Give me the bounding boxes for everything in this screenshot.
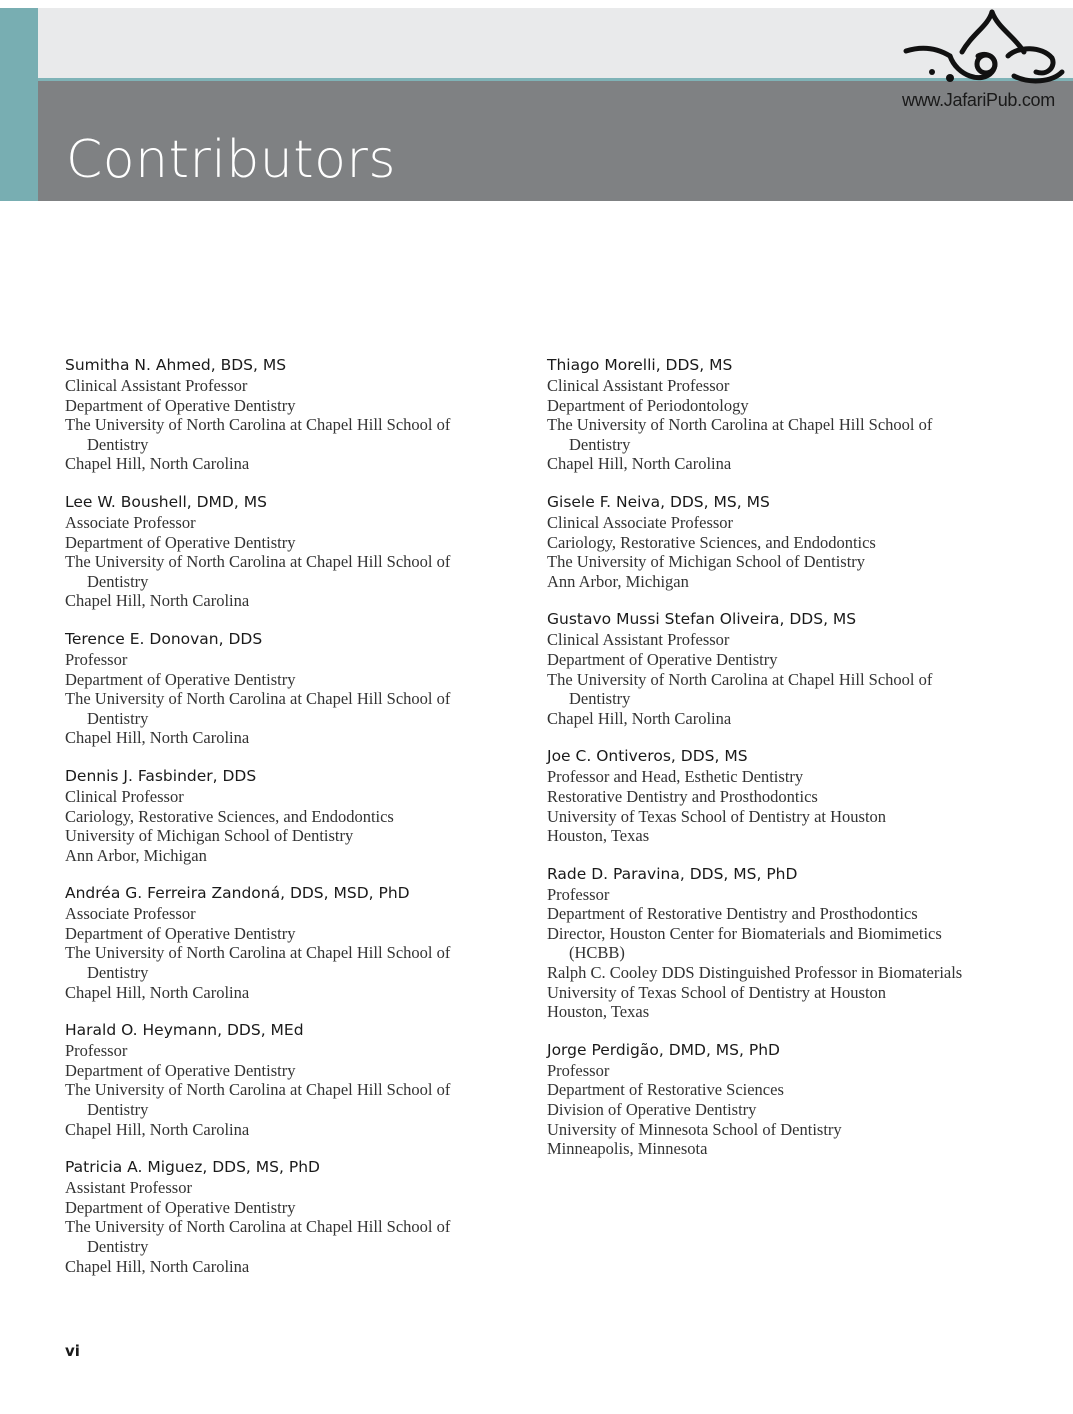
contributor-entry <box>65 766 515 865</box>
contributor-affiliation-line: Ann Arbor, Michigan <box>65 845 207 865</box>
contributor-affiliation-line: Clinical Professor <box>65 786 184 806</box>
contributor-affiliation-line: Chapel Hill, North Carolina <box>65 1119 250 1139</box>
contributor-affiliation-line: Department of Operative Dentistry <box>65 395 296 415</box>
contributor-affiliation-line: Ann Arbor, Michigan <box>547 571 689 591</box>
contributor-entry <box>547 746 997 845</box>
contributor-affiliation-line: Department of Periodontology <box>547 395 749 415</box>
contributor-affiliation-line: Department of Operative Dentistry <box>547 649 778 669</box>
contributor-affiliation-line: The University of North Carolina at Chapel Hill School of Dentistry <box>65 689 451 728</box>
contributor-entry <box>65 492 515 611</box>
contributor-affiliation-line: The University of North Carolina at Chapel Hill School of Dentistry <box>65 1080 451 1120</box>
contributor-affiliation-line: Department of Operative Dentistry <box>65 1197 296 1217</box>
contributor-affiliation-line: Chapel Hill, North Carolina <box>65 454 250 474</box>
contributor-affiliation-line: Associate Professor <box>65 512 196 532</box>
contributor-affiliation-line: Cariology, Restorative Sciences, and Endodontics <box>547 532 876 552</box>
publisher-logo[interactable] <box>896 6 1073 112</box>
contributor-name: Sumitha N. Ahmed, BDS, MS <box>65 356 287 374</box>
contributor-affiliation-line: The University of North Carolina at Chapel Hill School of Dentistry <box>65 552 451 591</box>
contributor-name: Harald O. Heymann, DDS, MEd <box>65 1021 304 1040</box>
contributor-entry <box>65 355 515 474</box>
contributor-affiliation-line: Clinical Assistant Professor <box>65 376 248 395</box>
contributor-affiliation-line: Division of Operative Dentistry <box>547 1100 757 1120</box>
contributor-affiliation-line: The University of North Carolina at Chapel Hill School of Dentistry <box>547 415 933 454</box>
contributor-name: Gisele F. Neiva, DDS, MS, MS <box>547 492 770 511</box>
contributor-affiliation-line: Associate Professor <box>65 904 196 924</box>
contributor-affiliation-line: Chapel Hill, North Carolina <box>65 1256 250 1276</box>
contributor-name: Gustavo Mussi Stefan Oliveira, DDS, MS <box>547 610 857 629</box>
contributor-affiliation-line: Department of Operative Dentistry <box>65 532 296 552</box>
contributor-affiliation-line: Chapel Hill, North Carolina <box>547 454 732 474</box>
contributor-entry <box>65 883 515 1002</box>
contributor-affiliation-line: University of Texas School of Dentistry at Houston <box>547 982 887 1002</box>
calligraphy-logo-icon <box>902 6 1067 88</box>
contributor-name: Terence E. Donovan, DDS <box>65 629 263 648</box>
page-title: Contributors <box>66 130 396 190</box>
contributor-entry <box>65 1157 515 1276</box>
contributor-affiliation-line: Houston, Texas <box>547 1002 650 1022</box>
contributor-affiliation-line: The University of North Carolina at Chapel Hill School of Dentistry <box>547 669 933 709</box>
contributor-entry <box>547 1040 997 1159</box>
contributor-name: Dennis J. Fasbinder, DDS <box>65 766 257 785</box>
contributor-affiliation-line: Department of Operative Dentistry <box>65 923 296 943</box>
contributor-entry <box>65 1020 515 1139</box>
contributor-affiliation-line: Chapel Hill, North Carolina <box>65 728 250 748</box>
contributor-affiliation-line: University of Texas School of Dentistry at Houston <box>547 806 887 826</box>
contributor-entry <box>547 609 997 728</box>
contributor-affiliation-line: Department of Operative Dentistry <box>65 669 296 689</box>
contributor-affiliation-line: Clinical Assistant Professor <box>547 630 730 650</box>
contributor-affiliation-line: Professor <box>65 649 128 669</box>
contributor-affiliation-line: Department of Operative Dentistry <box>65 1060 296 1080</box>
contributor-entry <box>547 355 997 474</box>
contributor-affiliation-line: Professor and Head, Esthetic Dentistry <box>547 767 804 787</box>
contributor-affiliation-line: Chapel Hill, North Carolina <box>65 591 250 611</box>
contributor-entry <box>547 864 997 1022</box>
contributor-affiliation-line: Cariology, Restorative Sciences, and Endodontics <box>65 806 394 826</box>
contributor-affiliation-line: Restorative Dentistry and Prosthodontics <box>547 786 818 806</box>
contributor-affiliation-line: Minneapolis, Minnesota <box>547 1139 708 1159</box>
contributor-affiliation-line: The University of Michigan School of Dentistry <box>547 552 866 572</box>
page-number: vi <box>65 1342 80 1360</box>
contributor-affiliation-line: Clinical Associate Professor <box>547 512 734 532</box>
contributors-column-left <box>65 355 515 1294</box>
contributor-affiliation-line: The University of North Carolina at Chapel Hill School of Dentistry <box>65 943 451 983</box>
contributor-affiliation-line: Clinical Assistant Professor <box>547 376 730 395</box>
contributor-affiliation-line: Assistant Professor <box>65 1178 192 1198</box>
contributor-affiliation-line: Professor <box>547 884 610 904</box>
contributor-affiliation-line: Professor <box>547 1060 610 1080</box>
contributor-affiliation-line: University of Minnesota School of Dentistry <box>547 1119 842 1139</box>
contributor-name: Joe C. Ontiveros, DDS, MS <box>547 747 748 766</box>
contributors-column-right <box>547 355 997 1177</box>
contributor-affiliation-line: The University of North Carolina at Chapel Hill School of Dentistry <box>65 1217 451 1256</box>
contributor-affiliation-line: Director, Houston Center for Biomaterials and Biomimetics (HCBB) <box>547 923 942 963</box>
contributor-name: Thiago Morelli, DDS, MS <box>547 356 733 374</box>
contributor-affiliation-line: The University of North Carolina at Chapel Hill School of Dentistry <box>65 415 451 454</box>
contributor-name: Jorge Perdigão, DMD, MS, PhD <box>547 1040 780 1059</box>
contributor-affiliation-line: Department of Restorative Dentistry and Prosthodontics <box>547 904 918 924</box>
contributor-name: Andréa G. Ferreira Zandoná, DDS, MSD, PhD <box>65 884 410 903</box>
contributor-affiliation-line: Ralph C. Cooley DDS Distinguished Professor in Biomaterials <box>547 963 963 983</box>
logo-url-text: www.JafariPub.com <box>902 90 1055 110</box>
contributor-affiliation-line: Department of Restorative Sciences <box>547 1080 784 1100</box>
contributor-name: Lee W. Boushell, DMD, MS <box>65 492 267 511</box>
contributor-affiliation-line: Chapel Hill, North Carolina <box>65 982 250 1002</box>
contributor-entry <box>547 492 997 591</box>
contributor-entry <box>65 629 515 748</box>
contributor-affiliation-line: Houston, Texas <box>547 826 650 846</box>
contributor-affiliation-line: Chapel Hill, North Carolina <box>547 708 732 728</box>
contributor-affiliation-line: University of Michigan School of Dentistry <box>65 826 354 846</box>
header-accent-tab <box>0 8 38 201</box>
contributor-name: Patricia A. Miguez, DDS, MS, PhD <box>65 1158 320 1177</box>
contributor-name: Rade D. Paravina, DDS, MS, PhD <box>547 864 798 883</box>
contributor-affiliation-line: Professor <box>65 1041 128 1061</box>
